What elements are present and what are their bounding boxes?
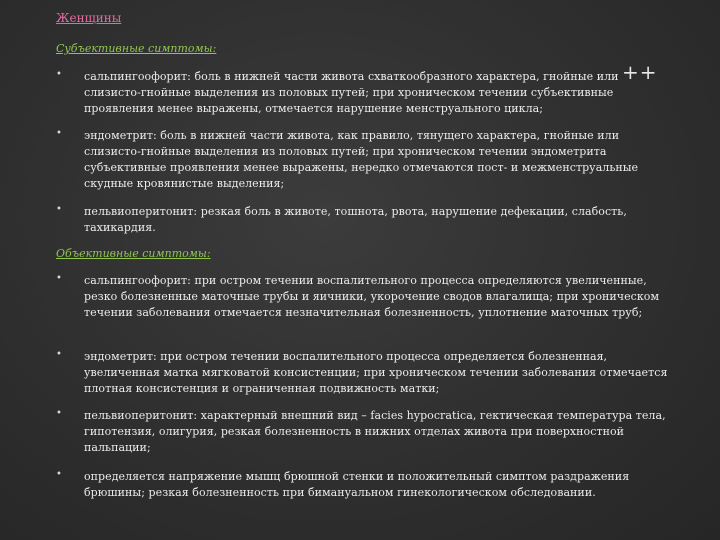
objective-heading[interactable]: Объективные симптомы: [56,247,211,260]
bullet: • [56,469,62,480]
list-item-objective-4 [56,469,676,501]
list-item-subjective-3 [56,204,676,236]
list-item-objective-2 [56,349,676,397]
list-item-objective-3 [56,408,676,456]
bullet: • [56,128,62,139]
item-text: определяется напряжение мышц брюшной стенки и положительный симптом раздражения брюшины; резкая болезненность при бимануальном гинекологическом обследовании. [84,470,630,499]
bullet: • [56,408,62,419]
list-item-subjective-2 [56,128,676,192]
item-text: пельвиоперитонит: характерный внешний вид – facies hypocratica, гектическая температура тела, гипотензия, олигурия, резкая болезненность в нижних отделах живота при поверхностной пальпации; [84,409,666,454]
item-text: пельвиоперитонит: резкая боль в животе, тошнота, рвота, нарушение дефекации, слабость, тахикардия. [84,205,627,234]
title-link[interactable]: Женщины [56,11,122,25]
item-text: сальпингоофорит: боль в нижней части живота схваткообразного характера, гнойные или слизисто-гнойные выделения из половых путей; при хроническом течении субъективные проявления менее выражены, отмечается нарушение менструального цикла; [84,70,619,115]
bullet: • [56,204,62,215]
list-item-subjective-1 [56,69,676,117]
bullet: • [56,273,62,284]
bullet: • [56,69,62,80]
item-text: сальпингоофорит: при остром течении воспалительного процесса определяются увеличенные, резко болезненные маточные трубы и яичники, укорочение сводов влагалища; при хроническом течении заболевания отмечается незначительная болезненность, уплотнение маточных труб; [84,274,660,319]
item-text: эндометрит: боль в нижней части живота, как правило, тянущего характера, гнойные или слизисто-гнойные выделения из половых путей; при хроническом течении эндометрита субъективные проявления менее выражены, нередко отмечаются пост- и межменструальные скудные кровянистые выделения; [84,129,639,190]
list-item-objective-1 [56,273,676,321]
subjective-heading[interactable]: Субъективные симптомы: [56,42,217,55]
bullet: • [56,349,62,360]
plus-decoration: ++ [622,60,658,84]
item-text: эндометрит: при остром течении воспалительного процесса определяется болезненная, увеличенная матка мягковатой консистенции; при хроническом течении заболевания отмечается плотная консистенция и ограниченная подвижность матки; [84,350,668,395]
